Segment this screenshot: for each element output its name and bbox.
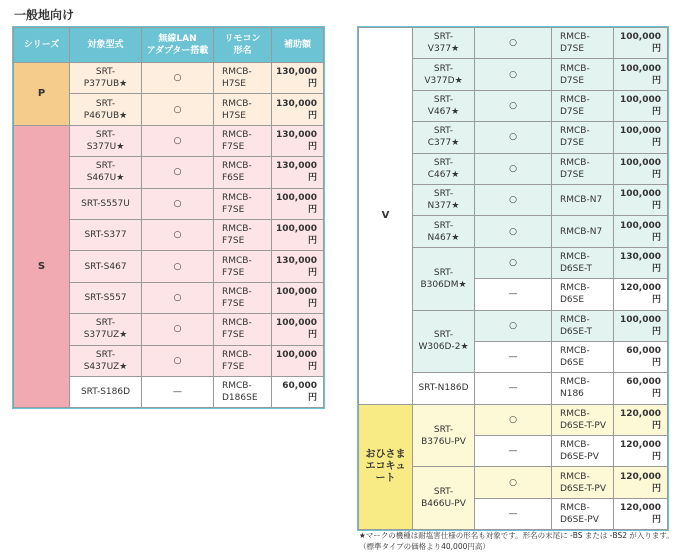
amount-cell: 100,000円	[272, 219, 324, 250]
remote-cell: RMCB- F7SE	[214, 251, 272, 282]
amount-cell: 130,000円	[272, 63, 324, 94]
remote-cell: RMCB- D6SE-PV	[552, 498, 614, 529]
header-amount: 補助額	[272, 28, 324, 63]
amount-cell: 120,000円	[614, 279, 668, 310]
amount-cell: 130,000円	[272, 251, 324, 282]
lan-cell: ○	[475, 216, 552, 247]
remote-cell: RMCB- H7SE	[214, 94, 272, 125]
table-row	[14, 63, 324, 94]
lan-cell: ○	[475, 122, 552, 153]
amount-cell: 100,000円	[614, 59, 668, 90]
amount-cell: 130,000円	[614, 247, 668, 278]
model-cell: SRT-N186D	[413, 373, 475, 404]
lan-cell: —	[475, 373, 552, 404]
model-cell: SRT- B376U-PV	[413, 404, 475, 467]
remote-cell: RMCB- D7SE	[552, 59, 614, 90]
series-cell-eco-cute: おひさま エコキュ ート	[359, 404, 413, 530]
lan-cell: ○	[475, 28, 552, 59]
model-cell: SRT- P467UB★	[70, 94, 142, 125]
remote-cell: RMCB- F7SE	[214, 282, 272, 313]
model-cell: SRT- V377D★	[413, 59, 475, 90]
lan-cell: —	[475, 279, 552, 310]
remote-cell: RMCB- D6SE-PV	[552, 436, 614, 467]
lan-cell: ○	[475, 184, 552, 215]
lan-cell: ○	[142, 314, 214, 345]
header-series: シリーズ	[14, 28, 70, 63]
remote-cell: RMCB- F6SE	[214, 157, 272, 188]
remote-cell: RMCB-N7	[552, 184, 614, 215]
amount-cell: 130,000円	[272, 157, 324, 188]
model-cell: SRT-S557	[70, 282, 142, 313]
amount-cell: 120,000円	[614, 498, 668, 529]
subsidy-table-right	[358, 27, 668, 530]
lan-cell: ○	[475, 467, 552, 498]
remote-cell: RMCB- D6SE-T-PV	[552, 404, 614, 435]
amount-cell: 130,000円	[272, 94, 324, 125]
table-row	[359, 28, 668, 59]
lan-cell: ○	[142, 157, 214, 188]
remote-cell: RMCB- D6SE	[552, 279, 614, 310]
model-cell: SRT- W306D-2★	[413, 310, 475, 373]
lan-cell: ○	[142, 63, 214, 94]
lan-cell: ○	[475, 153, 552, 184]
lan-cell: —	[475, 341, 552, 372]
amount-cell: 120,000円	[614, 404, 668, 435]
model-cell: SRT- V467★	[413, 90, 475, 121]
lan-cell: ○	[142, 345, 214, 376]
remote-cell: RMCB- F7SE	[214, 125, 272, 156]
model-cell: SRT- B466U-PV	[413, 467, 475, 530]
lan-cell: ○	[475, 90, 552, 121]
model-cell: SRT-S377	[70, 219, 142, 250]
amount-cell: 100,000円	[614, 153, 668, 184]
amount-cell: 100,000円	[614, 90, 668, 121]
model-cell: SRT-S557U	[70, 188, 142, 219]
model-cell: SRT- S377UZ★	[70, 314, 142, 345]
footnote: ★マークの機種は耐塩害仕様の形名も対象です。形名の末尾に -BS または -BS2 が入ります。 （標準タイプの価格より40,000円高）	[359, 531, 674, 551]
table-header-row	[14, 28, 324, 63]
lan-cell: ○	[142, 282, 214, 313]
lan-cell: —	[142, 376, 214, 407]
table-row	[14, 125, 324, 156]
amount-cell: 60,000円	[272, 376, 324, 407]
remote-cell: RMCB- D7SE	[552, 28, 614, 59]
model-cell: SRT- N377★	[413, 184, 475, 215]
amount-cell: 100,000円	[614, 184, 668, 215]
lan-cell: ○	[142, 94, 214, 125]
remote-cell: RMCB- D6SE-T	[552, 247, 614, 278]
amount-cell: 130,000円	[272, 125, 324, 156]
model-cell: SRT- P377UB★	[70, 63, 142, 94]
subsidy-table-left	[13, 27, 324, 408]
amount-cell: 100,000円	[272, 314, 324, 345]
header-remote: リモコン 形名	[214, 28, 272, 63]
remote-cell: RMCB- D6SE-T	[552, 310, 614, 341]
remote-cell: RMCB- D6SE	[552, 341, 614, 372]
remote-cell: RMCB- F7SE	[214, 219, 272, 250]
remote-cell: RMCB- D7SE	[552, 90, 614, 121]
amount-cell: 100,000円	[614, 216, 668, 247]
remote-cell: RMCB- D7SE	[552, 122, 614, 153]
model-cell: SRT- V377★	[413, 28, 475, 59]
model-cell: SRT- S437UZ★	[70, 345, 142, 376]
remote-cell: RMCB- D6SE-T-PV	[552, 467, 614, 498]
remote-cell: RMCB- F7SE	[214, 314, 272, 345]
model-cell: SRT- S377U★	[70, 125, 142, 156]
amount-cell: 120,000円	[614, 467, 668, 498]
lan-cell: ○	[475, 310, 552, 341]
header-wireless-lan: 無線LAN アダプター搭載	[142, 28, 214, 63]
lan-cell: —	[475, 498, 552, 529]
amount-cell: 100,000円	[614, 28, 668, 59]
amount-cell: 100,000円	[272, 282, 324, 313]
series-cell-p: P	[14, 63, 70, 126]
amount-cell: 120,000円	[614, 436, 668, 467]
remote-cell: RMCB- F7SE	[214, 188, 272, 219]
lan-cell: ○	[475, 59, 552, 90]
remote-cell: RMCB- F7SE	[214, 345, 272, 376]
model-cell: SRT- B306DM★	[413, 247, 475, 310]
amount-cell: 100,000円	[272, 188, 324, 219]
remote-cell: RMCB- H7SE	[214, 63, 272, 94]
remote-cell: RMCB-N7	[552, 216, 614, 247]
amount-cell: 100,000円	[272, 345, 324, 376]
lan-cell: ○	[475, 247, 552, 278]
page-heading: 一般地向け	[14, 8, 75, 22]
amount-cell: 60,000円	[614, 341, 668, 372]
series-cell-v: V	[359, 28, 413, 405]
model-cell: SRT-S467	[70, 251, 142, 282]
model-cell: SRT- S467U★	[70, 157, 142, 188]
lan-cell: ○	[142, 125, 214, 156]
series-cell-s: S	[14, 125, 70, 408]
lan-cell: ○	[142, 219, 214, 250]
header-model: 対象型式	[70, 28, 142, 63]
amount-cell: 60,000円	[614, 373, 668, 404]
lan-cell: ○	[142, 188, 214, 219]
lan-cell: —	[475, 436, 552, 467]
table-row	[359, 404, 668, 435]
model-cell: SRT- C467★	[413, 153, 475, 184]
model-cell: SRT- N467★	[413, 216, 475, 247]
remote-cell: RMCB- D186SE	[214, 376, 272, 407]
model-cell: SRT- C377★	[413, 122, 475, 153]
remote-cell: RMCB- N186	[552, 373, 614, 404]
amount-cell: 100,000円	[614, 310, 668, 341]
lan-cell: ○	[142, 251, 214, 282]
lan-cell: ○	[475, 404, 552, 435]
remote-cell: RMCB- D7SE	[552, 153, 614, 184]
amount-cell: 100,000円	[614, 122, 668, 153]
model-cell: SRT-S186D	[70, 376, 142, 407]
